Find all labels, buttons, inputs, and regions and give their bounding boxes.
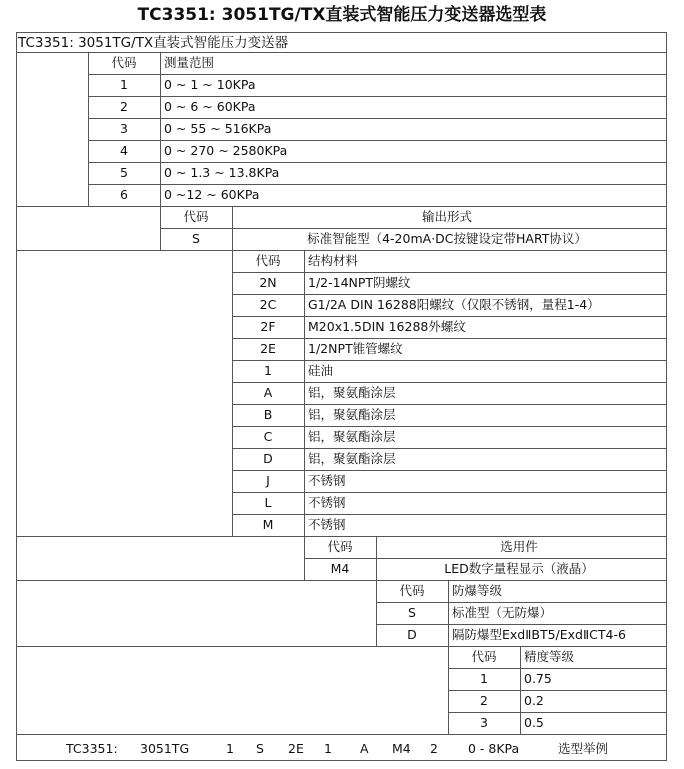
page-title: TC3351: 3051TG/TX直装式智能压力变送器选型表: [137, 5, 547, 25]
table-rule: [16, 32, 17, 761]
row-description: 0 ~ 6 ~ 60KPa: [164, 99, 256, 114]
row-description: 0 ~12 ~ 60KPa: [164, 187, 260, 202]
row-code: 1: [120, 77, 128, 92]
row-description: 硅油: [308, 363, 334, 378]
row-description: LED数字量程显示（液晶）: [444, 561, 594, 576]
row-code: 2: [120, 99, 128, 114]
accuracy-code-header: 代码: [471, 649, 497, 664]
row-code: M: [262, 517, 274, 532]
row-description: 0 ~ 1 ~ 10KPa: [164, 77, 256, 92]
row-code: 2F: [260, 319, 276, 334]
row-description: M20x1.5DIN 16288外螺纹: [308, 319, 466, 334]
row-description: 不锈钢: [308, 473, 346, 488]
table-rule: [16, 760, 667, 761]
table-rule: [16, 734, 667, 735]
option-code-header: 代码: [327, 539, 353, 554]
row-code: C: [263, 429, 273, 444]
explosion-code-header: 代码: [399, 583, 425, 598]
row-code: 3: [120, 121, 128, 136]
row-code: M4: [330, 561, 350, 576]
row-description: 0 ~ 55 ~ 516KPa: [164, 121, 272, 136]
row-code: 1: [480, 671, 488, 686]
row-code: 2E: [260, 341, 276, 356]
row-description: G1/2A DIN 16288阳螺纹（仅限不锈钢，量程1-4）: [308, 297, 600, 312]
range-code-header: 代码: [111, 55, 137, 70]
range-header: 测量范围: [164, 55, 215, 70]
row-code: D: [407, 627, 417, 642]
explosion-header: 防爆等级: [452, 583, 503, 598]
example-part: S: [256, 741, 264, 756]
row-description: 铝，聚氨酯涂层: [308, 385, 396, 400]
example-part: 3051TG: [140, 741, 190, 756]
row-description: 铝，聚氨酯涂层: [308, 451, 396, 466]
row-description: 0 ~ 1.3 ~ 13.8KPa: [164, 165, 280, 180]
row-code: A: [263, 385, 273, 400]
example-part: 2E: [288, 741, 304, 756]
selection-table: [16, 32, 666, 760]
row-code: 3: [480, 715, 488, 730]
example-part: 0 - 8KPa: [468, 741, 520, 756]
accuracy-header: 精度等级: [524, 649, 575, 664]
row-description: 标准型（无防爆）: [452, 605, 553, 620]
row-description: 0.75: [524, 671, 552, 686]
option-header: 选用件: [500, 539, 538, 554]
row-code: B: [263, 407, 273, 422]
row-code: L: [264, 495, 272, 510]
example-part: TC3351:: [66, 741, 118, 756]
row-code: 1: [264, 363, 272, 378]
row-description: 0.5: [524, 715, 544, 730]
output-code-header: 代码: [183, 209, 209, 224]
model-header: TC3351: 3051TG/TX直装式智能压力变送器: [18, 35, 289, 51]
row-code: 2N: [259, 275, 277, 290]
example-part: M4: [392, 741, 411, 756]
table-rule: [448, 580, 449, 647]
row-description: 1/2NPT锥管螺纹: [308, 341, 403, 356]
row-code: S: [192, 231, 200, 246]
example-part: A: [360, 741, 369, 756]
row-description: 不锈钢: [308, 517, 346, 532]
row-code: 2C: [259, 297, 277, 312]
row-code: 4: [120, 143, 128, 158]
row-code: 6: [120, 187, 128, 202]
output-header: 输出形式: [421, 209, 472, 224]
material-code-header: 代码: [255, 253, 281, 268]
row-code: 2: [480, 693, 488, 708]
example-part: 选型举例: [558, 741, 609, 756]
row-code: 5: [120, 165, 128, 180]
row-description: 0.2: [524, 693, 544, 708]
row-description: 隔防爆型ExdⅡBT5/ExdⅡCT4-6: [452, 627, 626, 642]
row-description: 标准智能型（4-20mA·DC按键设定带HART协议）: [307, 231, 587, 246]
row-description: 0 ~ 270 ~ 2580KPa: [164, 143, 288, 158]
example-part: 1: [324, 741, 332, 756]
material-header: 结构材料: [308, 253, 359, 268]
row-code: J: [266, 473, 270, 488]
row-code: S: [408, 605, 416, 620]
row-description: 铝，聚氨酯涂层: [308, 429, 396, 444]
table-rule: [666, 32, 667, 761]
row-code: D: [263, 451, 273, 466]
row-description: 不锈钢: [308, 495, 346, 510]
example-part: 2: [430, 741, 438, 756]
row-description: 铝，聚氨酯涂层: [308, 407, 396, 422]
example-part: 1: [226, 741, 234, 756]
row-description: 1/2-14NPT阴螺纹: [308, 275, 411, 290]
